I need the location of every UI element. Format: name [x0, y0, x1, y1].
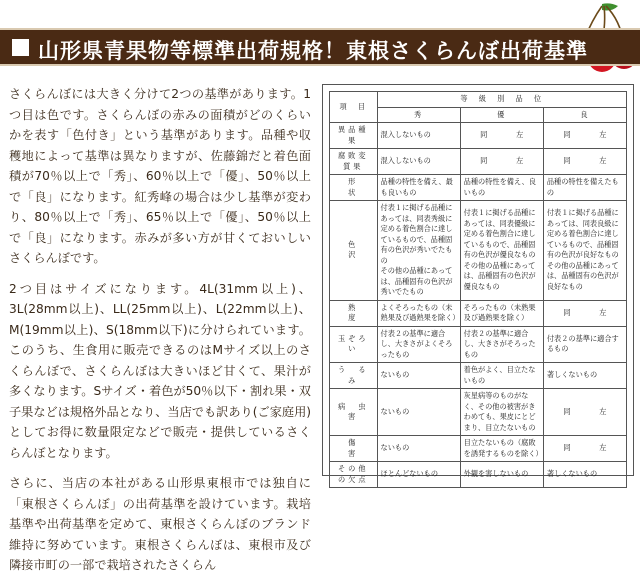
table-cell: 付表２の基準に適合し、大きさがよくそろったもの: [377, 326, 460, 363]
table-cell: 付表１に掲げる品種にあっては、同表優級に定める着色割合に達しているもので、品種固有の色沢が優良なもの その他の品種にあっては、品種固有の色沢が優良なもの: [460, 201, 543, 301]
row-item-label: 形 状: [330, 175, 378, 201]
table-cell: 付表１に掲げる品種にあっては、同表良級に定める着色割合に達しているもので、品種固有の色沢が良好なもの その他の品種にあっては、品種固有の色沢が良好なもの: [543, 201, 626, 301]
table-cell: よくそろったもの（未熟果及び過熟果を除く）: [377, 300, 460, 326]
table-cell: 同 左: [543, 123, 626, 149]
table-cell: 目立たないもの（腐敗を誘発するものを除く）: [460, 436, 543, 462]
table-row: [330, 300, 627, 326]
table-cell: 著しくないもの: [543, 363, 626, 389]
row-item-label: 病 虫 害: [330, 389, 378, 436]
table-row: [330, 123, 627, 149]
row-item-label: 熟 度: [330, 300, 378, 326]
table-row: [330, 175, 627, 201]
table-cell: 外観を害しないもの: [460, 462, 543, 488]
paragraph-size: 2つ目はサイズになります。4L(31mm以上)、3L(28mm以上)、LL(25mm以上)、L(22mm以上)、M(19mm以上)、S(18mm以下)に分けられています。このうち、生食用に販売できるのはMサイズ以上のさくらんぼで、さくらんぼは大きいほど甘くて、果汁が多くなります。Sサイズ・着色が50％以下・割れ果・双子果などは規格外品となり、当店でも訳あり(ご家庭用)としてお得に数量限定などで販売・提供しているさくらんぼとなります。: [9, 281, 312, 460]
row-item-label: 腐敗変質果: [330, 149, 378, 175]
header-item: 項 目: [330, 92, 378, 123]
table-cell: 著しくないもの: [543, 462, 626, 488]
table-cell: ないもの: [377, 436, 460, 462]
table-cell: 同 左: [543, 389, 626, 436]
grade-ryo: 良: [543, 107, 626, 123]
paragraph-color: さくらんぼには大きく分けて2つの基準があります。1つ目は色です。さくらんぼの赤みの面積がどのくらいかを表す「色付き」という基準があります。品種や収穫地によって基準は異なりますが、佐藤錦だと着色面積が70％以上で「秀」、60％以上で「優」、50％以上で「良」になります。紅秀峰の場合は少し基準が変わり、80％以上で「秀」、65％以上で「優」、50％以上で「良」になります。赤みが多い方が甘くておいしいさくらんぼです。: [9, 87, 311, 265]
table-cell: 品種の特性を備えたもの: [543, 175, 626, 201]
table-cell: 品種の特性を備え、良いもの: [460, 175, 543, 201]
paragraph-higashine: さらに、当店の本社がある山形県東根市では独自に「東根さくらんぼ」の出荷基準を設けています。栽培基準や出荷基準を定めて、東根さくらんぼのブランド維持に努めています。東根さくらんぼは、東根市及び隣接市町の一部で栽培されたさくらん: [9, 476, 311, 572]
grade-yu: 優: [460, 107, 543, 123]
table-row: [330, 389, 627, 436]
table-cell: 着色がよく、目立たないもの: [460, 363, 543, 389]
row-item-label: 玉ぞろい: [330, 326, 378, 363]
table-cell: ないもの: [377, 363, 460, 389]
table-cell: 混入しないもの: [377, 149, 460, 175]
header-grade: 等 級 別 品 位: [377, 92, 626, 108]
table-cell: 品種の特性を備え、最も良いもの: [377, 175, 460, 201]
table-row: [330, 436, 627, 462]
grade-table-image: [322, 84, 634, 484]
table-cell: 混入しないもの: [377, 123, 460, 149]
row-item-label: 色 沢: [330, 201, 378, 301]
row-item-label: 傷 害: [330, 436, 378, 462]
table-cell: 灰星病等のものがなく、その他の被害がきわめても、果皮にとどまり、目立たないもの: [460, 389, 543, 436]
table-cell: そろったもの（未熟果及び過熟果を除く）: [460, 300, 543, 326]
grade-table: [329, 91, 627, 488]
table-cell: 付表２の基準に適合し、大きさがそろったもの: [460, 326, 543, 363]
table-row: [330, 201, 627, 301]
table-cell: ほとんどないもの: [377, 462, 460, 488]
table-row: [330, 149, 627, 175]
table-cell: ないもの: [377, 389, 460, 436]
table-cell: 付表２の基準に適合するもの: [543, 326, 626, 363]
row-item-label: う る み: [330, 363, 378, 389]
table-row: [330, 363, 627, 389]
square-bullet-icon: [12, 39, 29, 56]
row-item-label: 異品種果: [330, 123, 378, 149]
table-cell: 付表１に掲げる品種にあっては、同表秀級に定める着色割合に達しているもので、品種固有の色沢が秀いでたもの その他の品種にあっては、品種固有の色沢が秀いでたもの: [377, 201, 460, 301]
table-cell: 同 左: [543, 436, 626, 462]
table-row: [330, 462, 627, 488]
table-cell: 同 左: [460, 123, 543, 149]
title-banner: [0, 28, 640, 66]
grade-shu: 秀: [377, 107, 460, 123]
table-cell: 同 左: [460, 149, 543, 175]
description-text: [9, 84, 311, 586]
table-row: [330, 326, 627, 363]
table-cell: 同 左: [543, 149, 626, 175]
table-cell: 同 左: [543, 300, 626, 326]
row-item-label: その他の欠点: [330, 462, 378, 488]
page-title: 山形県青果物等標準出荷規格！東根さくらんぼ出荷基準: [38, 39, 588, 63]
